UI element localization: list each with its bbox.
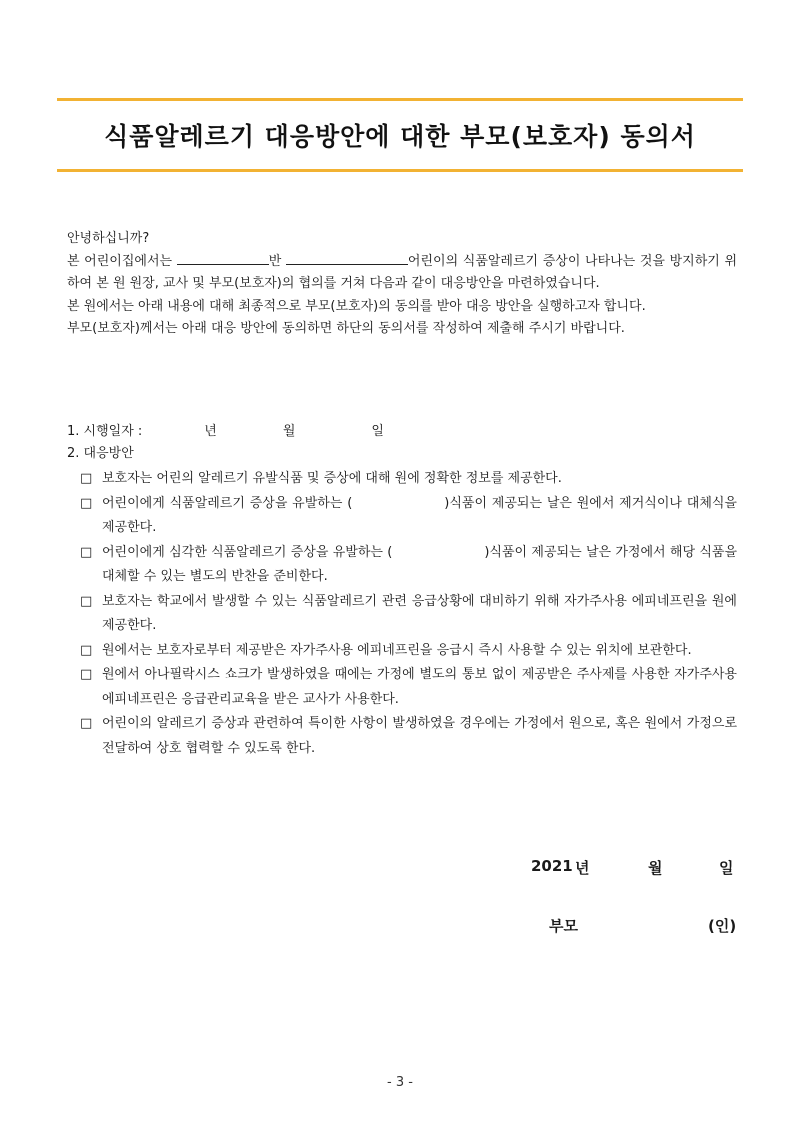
intro-paragraph-1 [67, 251, 737, 296]
item-text: 어린이에게 심각한 식품알레르기 증상을 유발하는 ( )식품이 제공되는 날은 가정에서 해당 식품을 대체할 수 있는 별도의 반찬을 준비한다. [102, 544, 738, 584]
plan-items [67, 467, 737, 761]
item-text: 보호자는 학교에서 발생할 수 있는 식품알레르기 관련 응급상황에 대비하기 위해 자가주사용 에피네프린을 원에 제공한다. [102, 593, 737, 633]
date-row [67, 421, 737, 443]
signature-day-label: 일 [719, 859, 734, 877]
intro-block [67, 228, 737, 341]
child-name-blank[interactable] [286, 251, 408, 265]
checkbox[interactable]: □ [80, 716, 93, 731]
greeting: 안녕하십니까? [67, 231, 150, 246]
intro-paragraph-2: 본 원에서는 아래 내용에 대해 최종적으로 부모(보호자)의 동의를 받아 대응 방안을 실행하고자 합니다. [67, 298, 646, 314]
page-title: 식품알레르기 대응방안에 대한 부모(보호자) 동의서 [104, 122, 696, 151]
checkbox[interactable]: □ [80, 593, 93, 609]
intro-text-c: 어린이의 식품알레르기 증상이 나타나는 것을 방지하기 위하여 본 원 원장, 교사 및 부모(보호자)의 협의를 거쳐 다음과 같이 대응방안을 마련하였습니다. [67, 253, 737, 291]
checkbox[interactable]: □ [80, 642, 93, 658]
checkbox[interactable]: □ [80, 667, 93, 682]
parent-label: 부모 [549, 917, 578, 935]
list-item [80, 663, 737, 712]
list-item [80, 712, 737, 761]
checkbox[interactable]: □ [80, 495, 93, 511]
intro-paragraph-3: 부모(보호자)께서는 아래 대응 방안에 동의하면 하단의 동의서를 작성하여 제출해 주시기 바랍니다. [67, 321, 625, 336]
intro-text-a: 본 어린이집에서는 [67, 253, 173, 269]
item-text: 보호자는 어린의 알레르기 유발식품 및 증상에 대해 원에 정확한 정보를 제공한다. [102, 471, 562, 486]
page-number: - 3 - [387, 1075, 413, 1090]
list-item [80, 590, 737, 639]
plan-label: 2. 대응방안 [67, 446, 134, 461]
plan-section [67, 421, 737, 761]
list-item [80, 467, 737, 492]
signature-year-label: 년 [575, 859, 590, 877]
list-item [80, 541, 737, 590]
signature-year: 2021 [531, 857, 573, 875]
checkbox[interactable]: □ [80, 544, 93, 560]
item-text: 어린이의 알레르기 증상과 관련하여 특이한 사항이 발생하였을 경우에는 가정에서 원으로, 혹은 원에서 가정으로 전달하여 상호 협력할 수 있도록 한다. [102, 716, 737, 756]
seal-label: (인) [708, 917, 737, 935]
signature-month-label: 월 [648, 859, 663, 877]
item-text: 어린이에게 식품알레르기 증상을 유발하는 ( )식품이 제공되는 날은 원에서 제거식이나 대체식을 제공한다. [102, 495, 737, 535]
intro-text-b: 반 [268, 253, 282, 269]
checkbox[interactable]: □ [80, 471, 93, 486]
title-box [57, 98, 743, 172]
list-item [80, 639, 737, 664]
date-label: 1. 시행일자 : [67, 424, 143, 439]
item-text: 원에서는 보호자로부터 제공받은 자가주사용 에피네프린을 응급시 즉시 사용할 수 있는 위치에 보관한다. [102, 642, 692, 658]
date-day: 일 [371, 424, 384, 439]
date-month: 월 [282, 424, 296, 439]
item-text: 원에서 아나필락시스 쇼크가 발생하였을 때에는 가정에 별도의 통보 없이 제공받은 주사제를 사용한 자가주사용 에피네프린은 응급관리교육을 받은 교사가 사용한다. [102, 667, 737, 707]
list-item [80, 492, 737, 541]
date-year: 년 [204, 424, 217, 439]
class-blank[interactable] [177, 251, 269, 265]
